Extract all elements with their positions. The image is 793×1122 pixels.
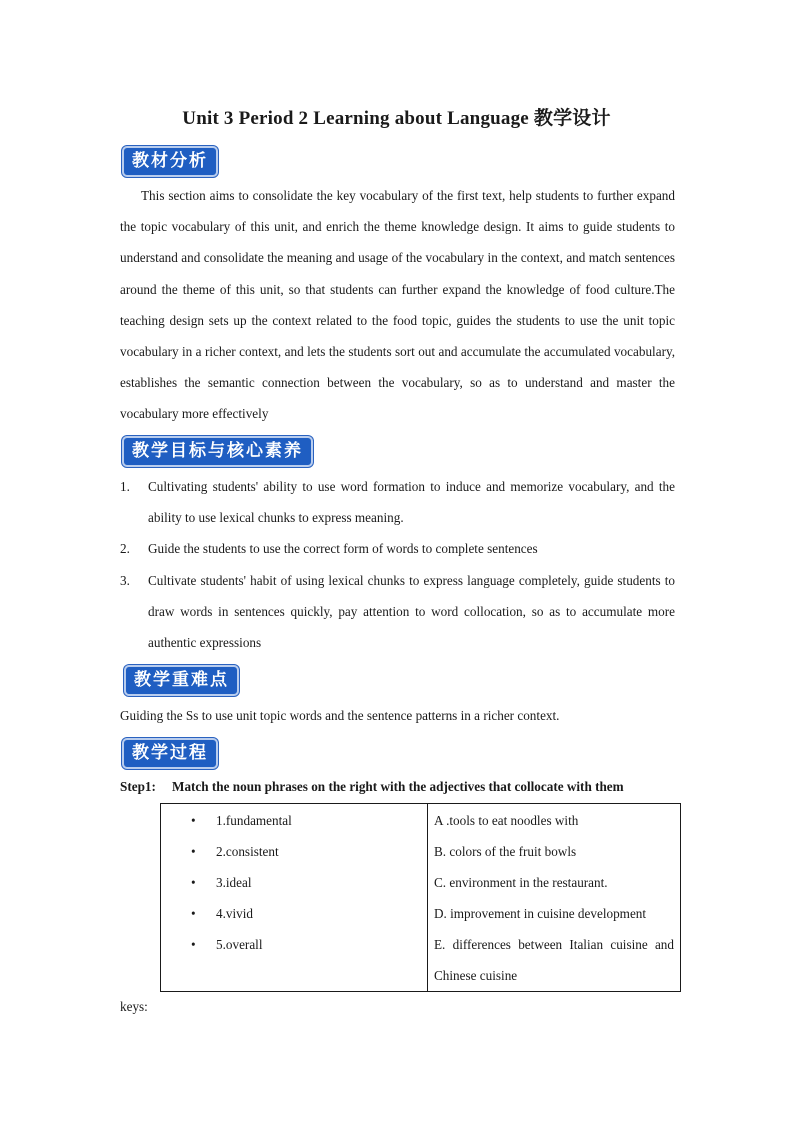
adjective-item: [161, 867, 427, 898]
adjective-item: [161, 898, 427, 929]
adjective-text: 4.vivid: [216, 906, 253, 921]
noun-phrase-item: D. improvement in cuisine development: [434, 906, 647, 921]
list-item: [120, 565, 675, 659]
noun-phrase-item: C. environment in the restaurant.: [434, 875, 608, 890]
noun-phrases-column: [428, 804, 681, 992]
noun-phrase-item: A .tools to eat noodles with: [434, 813, 579, 828]
bullet-icon: •: [191, 906, 196, 921]
adjective-text: 1.fundamental: [216, 813, 292, 828]
bullet-icon: •: [191, 844, 196, 859]
section-heading-key-points: 教学重难点: [124, 665, 239, 696]
bullet-icon: •: [191, 937, 196, 952]
adjective-text: 3.ideal: [216, 875, 252, 890]
adjectives-column: [161, 804, 428, 992]
list-item-text: Cultivating students' ability to use word formation to induce and memorize vocabulary, and the ability to use lexical chunks to express meaning.: [148, 479, 675, 526]
adjective-text: 5.overall: [216, 937, 263, 952]
list-item-number: 1.: [120, 479, 130, 494]
keys-label: keys:: [120, 999, 148, 1014]
list-item-text: Cultivate students' habit of using lexical chunks to express language completely, guide students to draw words in sentences quickly, pay attention to word collocation, so as to accumulate more authentic expressions: [148, 572, 675, 651]
section-heading-process: 教学过程: [122, 738, 218, 769]
step-text: Match the noun phrases on the right with the adjectives that collocate with them: [172, 779, 624, 794]
adjective-item: [161, 805, 427, 836]
bullet-icon: •: [191, 813, 196, 828]
section-heading-objectives: 教学目标与核心素养: [122, 436, 313, 467]
adjective-item: [161, 929, 427, 960]
analysis-paragraph: This section aims to consolidate the key vocabulary of the first text, help students to further expand the topic vocabulary of this unit, and enrich the theme knowledge design. It aims to guide students to understand and consolidate the meaning and usage of the vocabulary in the context, and match sentences around the theme of this unit, so that students can further expand the knowledge of food culture.The teaching design sets up the context related to the food topic, guides the students to use the unit topic vocabulary in a richer context, and lets the students sort out and accumulate the accumulated vocabulary, establishes the semantic connection between the vocabulary, so as to understand and master the vocabulary more effectively: [120, 188, 675, 422]
list-item-number: 3.: [120, 572, 130, 588]
noun-phrase-item: E. differences between Italian cuisine and Chinese cuisine: [434, 937, 674, 983]
list-item-text: Guide the students to use the correct form of words to complete sentences: [148, 541, 538, 557]
objectives-list: [120, 471, 675, 658]
step-label: Step1:: [120, 779, 156, 794]
adjective-item: [161, 836, 427, 867]
key-points-text: Guiding the Ss to use unit topic words and the sentence patterns in a richer context.: [120, 708, 560, 723]
list-item-number: 2.: [120, 541, 130, 557]
list-item: [120, 533, 675, 564]
section-heading-analysis: 教材分析: [122, 146, 218, 177]
step-instruction: [120, 779, 624, 795]
list-item: [120, 471, 675, 533]
matching-table: [160, 803, 681, 992]
document-title: Unit 3 Period 2 Learning about Language 教学设计: [182, 108, 611, 129]
bullet-icon: •: [191, 875, 196, 890]
adjective-text: 2.consistent: [216, 844, 279, 859]
noun-phrase-item: B. colors of the fruit bowls: [434, 844, 577, 859]
